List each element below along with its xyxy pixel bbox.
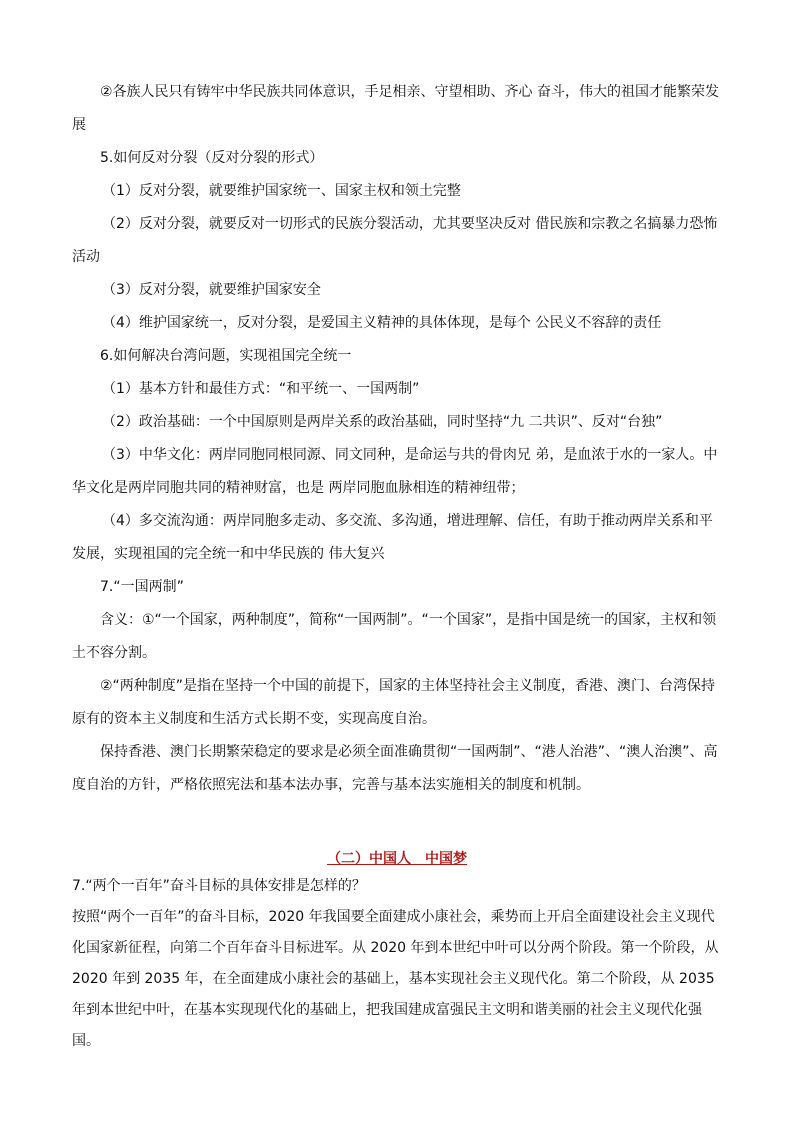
question-6-item-4: （4）多交流沟通：两岸同胞多走动、多交流、多沟通，增进理解、信任，有助于推动两岸关系和平发展，实现祖国的完全统一和中华民族的 伟大复兴 — [72, 513, 713, 562]
question-6-item-3: （3）中华文化：两岸同胞同根同源、同文同种，是命运与共的骨肉兄 弟，是血浓于水的一家人。中华文化是两岸同胞共同的精神财富，也是 两岸同胞血脉相连的精神纽带； — [72, 447, 718, 496]
question-5-title: 5.如何反对分裂（反对分裂的形式） — [100, 150, 324, 166]
question-7-title: 7.“一国两制” — [100, 579, 184, 595]
question-7-requirements: 保持香港、澳门长期繁荣稳定的要求是必须全面准确贯彻“一国两制”、“港人治港”、“澳人治澳”、高度自治的方针，严格依照宪法和基本法办事，完善与基本法实施相关的制度和机制。 — [72, 744, 718, 793]
paragraph-unity-awareness: ②各族人民只有铸牢中华民族共同体意识，手足相亲、守望相助、齐心 奋斗，伟大的祖国才能繁荣发展 — [72, 84, 719, 133]
section-title: （二）中国人 中国梦 — [327, 851, 467, 867]
question-5-item-1: （1）反对分裂，就要维护国家统一、国家主权和领土完整 — [102, 183, 461, 199]
question-two-centenary-title: 7.“两个一百年”奋斗目标的具体安排是怎样的？ — [72, 878, 366, 894]
question-6-item-1: （1）基本方针和最佳方式：“和平统一、一国两制” — [102, 381, 420, 397]
question-5-item-3: （3）反对分裂，就要维护国家安全 — [102, 282, 321, 298]
question-6-item-2: （2）政治基础：一个中国原则是两岸关系的政治基础，同时坚持“九 二共识”、反对“台独” — [102, 414, 663, 430]
question-6-title: 6.如何解决台湾问题，实现祖国完全统一 — [100, 348, 352, 364]
question-5-item-4: （4）维护国家统一，反对分裂，是爱国主义精神的具体体现，是每个 公民义不容辞的责任 — [102, 315, 662, 331]
question-7-two-systems: ②“两种制度”是指在坚持一个中国的前提下，国家的主体坚持社会主义制度，香港、澳门、台湾保持原有的资本主义制度和生活方式长期不变，实现高度自治。 — [72, 678, 716, 727]
question-two-centenary-body: 按照“两个一百年”的奋斗目标，2020 年我国要全面建成小康社会，乘势而上开启全面建设社会主义现代化国家新征程，向第二个百年奋斗目标进军。从 2020 年到本世纪中叶可以分两个阶段。第一个阶段，从 2020 年到 2035 年，在全面建成小康社会的基础上，基本实现社会主义现代化。第二个阶段，从 2035 年到本世纪中叶，在基本实现现代化的基础上，把我国建成富强民主文明和谐美丽的社会主义现代化强国。 — [72, 909, 719, 1049]
question-7-meaning: 含义：①“一个国家，两种制度”，简称“一国两制”。“一个国家”，是指中国是统一的国家，主权和领土不容分割。 — [72, 612, 717, 661]
question-5-item-2: （2）反对分裂，就要反对一切形式的民族分裂活动，尤其要坚决反对 借民族和宗教之名搞暴力恐怖活动 — [72, 216, 718, 265]
